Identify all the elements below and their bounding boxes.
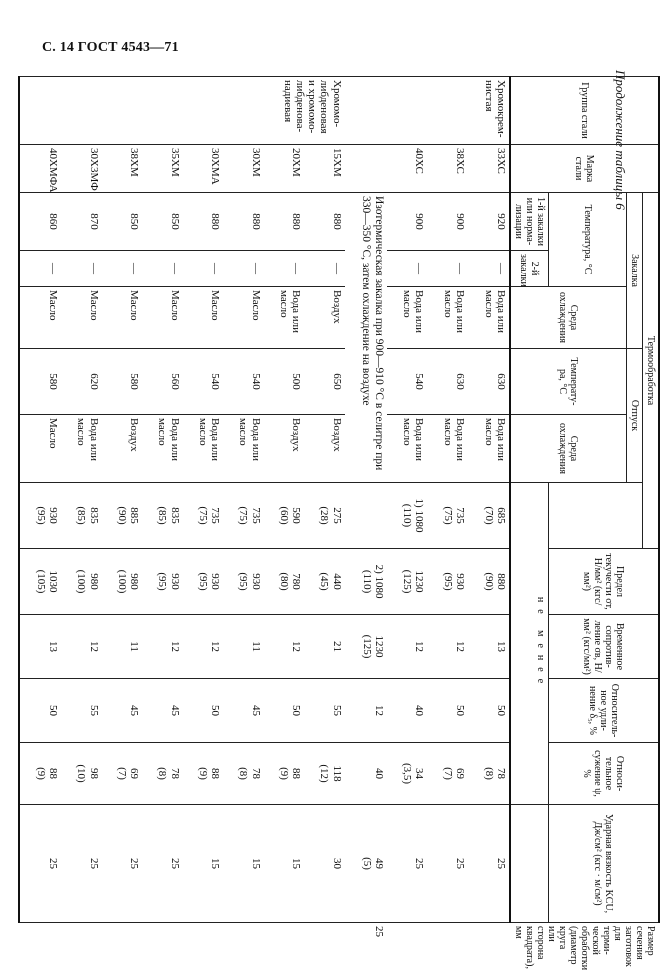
header-elongation: Относитель-ное удли-нение δ₅, % xyxy=(549,679,660,743)
value-kgf: (95) xyxy=(34,506,47,525)
reduction-cell: 50 xyxy=(264,679,305,743)
temper-medium-cell: Воздух xyxy=(264,415,305,483)
header-grade: Марка стали xyxy=(510,145,659,193)
size-cell: 25 xyxy=(61,805,102,923)
quench1-cell: 880 xyxy=(223,193,264,251)
elongation-cell: 13 xyxy=(468,615,510,679)
value-kgf: (80) xyxy=(277,572,290,591)
grade-cell: 20ХМ xyxy=(264,145,305,193)
header-row-1: Группа стали Марка стали Термообработка Предел текучести σт, Н/мм² (кгс/мм²) Временное сопротив-ление σв, Н/мм² (кгс/мм²) Относитель-ное удли-нение δ₅, % Относи-тельное сужение ψ, % Ударная вязкость KCU, Дж/см² (кгс · м/см²) Размер сечения заготовок для терми-ческой обработки (диаметр круга или сторона квадрата), мм xyxy=(643,77,660,923)
quench-medium-cell: Вода или масло xyxy=(468,287,510,349)
header-quench-1: 1-й закалки или норма-лизации xyxy=(510,193,549,251)
value-main: 78 xyxy=(495,768,507,780)
value-main: 930 xyxy=(249,573,262,590)
yield-cell xyxy=(428,483,469,549)
value-main: 69 xyxy=(454,768,467,780)
quench-medium-cell: Вода или масло xyxy=(264,287,305,349)
quench1-cell: 870 xyxy=(61,193,102,251)
size-cell: 25 xyxy=(102,805,143,923)
tensile-cell xyxy=(223,549,264,615)
impact-cell xyxy=(61,743,102,805)
quench-medium-cell: Масло xyxy=(61,287,102,349)
quench1-cell: 850 xyxy=(142,193,183,251)
size-cell: 30 xyxy=(304,805,345,923)
temper-medium-cell: Вода или масло xyxy=(428,415,469,483)
table-row xyxy=(304,77,345,923)
table-row xyxy=(142,77,183,923)
value-main: 78 xyxy=(249,768,262,780)
impact-cell xyxy=(468,743,510,805)
header-tensile: Временное сопротив-ление σв, Н/мм² (кгс/мм²) xyxy=(549,615,660,679)
quench-medium-cell: Воздух xyxy=(304,287,345,349)
value-main: 88 xyxy=(209,768,222,780)
impact-cell xyxy=(19,743,61,805)
value-main: 78 xyxy=(168,768,181,780)
quench1-cell: 880 xyxy=(264,193,305,251)
quench2-cell: — xyxy=(142,251,183,287)
elongation-cell: 12 xyxy=(183,615,224,679)
quench2-cell: — xyxy=(102,251,143,287)
value-main: 275 xyxy=(330,507,343,524)
value-kgf: (28) xyxy=(318,506,331,525)
temper-medium-cell: Воздух xyxy=(304,415,345,483)
header-quench-temp: Температура, °С xyxy=(549,193,627,287)
quench-medium-cell: Масло xyxy=(142,287,183,349)
table-row: Изотермическая закалка при 900—910 °С в селитре при 330—350 °С, затем охлаждение на воздухе 2) 1080 (110) 1230 (125) 12 40 49 (5) 25 xyxy=(345,77,387,923)
group-name: Хромомо-либденовая и хромомо-либденова-надиевая xyxy=(19,77,345,145)
table-row xyxy=(61,77,102,923)
value-main: 930 xyxy=(209,573,222,590)
table-row xyxy=(223,77,264,923)
tensile-cell xyxy=(428,549,469,615)
value-main: 69 xyxy=(128,768,141,780)
header-group: Группа стали xyxy=(510,77,659,145)
value-kgf: (105) xyxy=(34,569,47,594)
value-main: 880 xyxy=(495,573,507,590)
grade-cell: 30ХМ xyxy=(223,145,264,193)
value-kgf: (95) xyxy=(237,572,250,591)
value-kgf: (95) xyxy=(196,572,209,591)
temper-temp-cell: 500 xyxy=(264,349,305,415)
tensile-cell xyxy=(264,549,305,615)
quench-medium-cell: Масло xyxy=(223,287,264,349)
temper-medium-cell: Вода или масло xyxy=(61,415,102,483)
reduction-cell: 40 xyxy=(387,679,428,743)
quench2-cell: — xyxy=(304,251,345,287)
value-main: 98 xyxy=(87,768,100,780)
table-row xyxy=(264,77,305,923)
value-kgf: (7) xyxy=(115,767,128,780)
yield-cell xyxy=(102,483,143,549)
quench2-cell: — xyxy=(183,251,224,287)
temper-temp-cell: 650 xyxy=(304,349,345,415)
value-kgf: (95) xyxy=(156,572,169,591)
size-cell: 25 xyxy=(387,805,428,923)
value-kgf: (60) xyxy=(277,506,290,525)
value-main: 1) 1080 xyxy=(413,498,426,533)
tensile-cell xyxy=(142,549,183,615)
reduction-cell: 45 xyxy=(142,679,183,743)
value-main: 930 xyxy=(168,573,181,590)
header-quench-medium: Среда охлаждения xyxy=(510,287,627,349)
reduction-cell: 45 xyxy=(102,679,143,743)
grade-cell: 38ХМ xyxy=(102,145,143,193)
temper-temp-cell: 540 xyxy=(223,349,264,415)
quench2-cell: — xyxy=(428,251,469,287)
value-main: 1030 xyxy=(46,570,59,593)
quench2-cell: — xyxy=(223,251,264,287)
value-kgf: (8) xyxy=(156,767,169,780)
impact-cell xyxy=(345,805,387,923)
elongation-cell: 12 xyxy=(61,615,102,679)
header-nemenee: не менее xyxy=(510,483,549,805)
yield-cell xyxy=(345,549,387,615)
yield-cell xyxy=(468,483,510,549)
tensile-cell xyxy=(183,549,224,615)
value-kgf: (5) xyxy=(360,857,373,870)
value-main: 118 xyxy=(330,765,343,782)
size-cell: 15 xyxy=(223,805,264,923)
temper-medium-cell: Вода или масло xyxy=(468,415,510,483)
grade-cell: 33ХС xyxy=(468,145,510,193)
grade-cell: 15ХМ xyxy=(304,145,345,193)
elongation-cell: 11 xyxy=(223,615,264,679)
header-impact: Ударная вязкость KCU, Дж/см² (кгс · м/см²) xyxy=(549,805,660,923)
temper-medium-cell: Масло xyxy=(19,415,61,483)
quench2-cell: — xyxy=(19,251,61,287)
size-cell: 15 xyxy=(264,805,305,923)
reduction-cell: 45 xyxy=(223,679,264,743)
elongation-cell: 12 xyxy=(264,615,305,679)
quench1-cell: 900 xyxy=(428,193,469,251)
empty-cell xyxy=(345,483,387,549)
value-main: 88 xyxy=(46,768,59,780)
header-quench-2: 2-й закалки xyxy=(510,251,549,287)
quench-medium-cell: Масло xyxy=(19,287,61,349)
value-kgf: (85) xyxy=(75,506,88,525)
table-row xyxy=(102,77,143,923)
temper-temp-cell: 580 xyxy=(102,349,143,415)
elongation-cell: 12 xyxy=(428,615,469,679)
header-row-4 xyxy=(510,77,549,923)
tensile-cell xyxy=(468,549,510,615)
value-kgf: (9) xyxy=(34,767,47,780)
value-kgf: (95) xyxy=(441,572,454,591)
yield-cell xyxy=(387,483,428,549)
value-main: 980 xyxy=(87,573,100,590)
value-kgf: (85) xyxy=(156,506,169,525)
value-main: 49 xyxy=(372,858,385,870)
rotated-table-wrapper xyxy=(34,76,660,970)
value-main: 590 xyxy=(290,507,303,524)
table-row xyxy=(468,77,510,923)
size-cell: 25 xyxy=(142,805,183,923)
value-main: 885 xyxy=(128,507,141,524)
impact-cell xyxy=(223,743,264,805)
value-kgf: (70) xyxy=(482,506,495,525)
value-main: 980 xyxy=(128,573,141,590)
value-kgf: (9) xyxy=(277,767,290,780)
tensile-cell xyxy=(102,549,143,615)
size-cell: 25 xyxy=(19,805,61,923)
value-kgf: (45) xyxy=(318,572,331,591)
impact-cell xyxy=(428,743,469,805)
value-main: 440 xyxy=(330,573,343,590)
impact-cell xyxy=(264,743,305,805)
value-main: 780 xyxy=(290,573,303,590)
value-kgf: (100) xyxy=(115,569,128,594)
reduction-cell: 50 xyxy=(183,679,224,743)
quench1-cell: 920 xyxy=(468,193,510,251)
impact-cell xyxy=(387,743,428,805)
header-temper-medium: Среда охлаждения xyxy=(510,415,627,483)
reduction-cell: 55 xyxy=(61,679,102,743)
value-main: 2) 1080 xyxy=(372,564,385,599)
value-main: 735 xyxy=(249,507,262,524)
value-main: 88 xyxy=(290,768,303,780)
value-kgf: (10) xyxy=(75,764,88,783)
value-main: 835 xyxy=(87,507,100,524)
value-main: 735 xyxy=(454,507,467,524)
header-temper-temp: Температу-ра, °С xyxy=(510,349,627,415)
grade-cell: 35ХМ xyxy=(142,145,183,193)
yield-cell xyxy=(304,483,345,549)
value-kgf: (9) xyxy=(196,767,209,780)
header-temper: Отпуск xyxy=(627,349,643,483)
yield-cell xyxy=(61,483,102,549)
temper-temp-cell: 540 xyxy=(183,349,224,415)
value-main: 930 xyxy=(46,507,59,524)
elongation-cell: 11 xyxy=(102,615,143,679)
quench2-cell: — xyxy=(61,251,102,287)
steel-properties-table xyxy=(18,76,660,970)
size-cell: 15 xyxy=(183,805,224,923)
yield-cell xyxy=(223,483,264,549)
table-row xyxy=(428,77,469,923)
value-kgf: (75) xyxy=(237,506,250,525)
impact-cell xyxy=(304,743,345,805)
quench-medium-cell: Вода или масло xyxy=(428,287,469,349)
tensile-cell xyxy=(304,549,345,615)
temper-medium-cell: Вода или масло xyxy=(183,415,224,483)
tensile-cell xyxy=(387,549,428,615)
reduction-cell: 50 xyxy=(468,679,510,743)
yield-cell xyxy=(19,483,61,549)
grade-cell: 40ХМФА xyxy=(19,145,61,193)
value-kgf: (125) xyxy=(401,569,414,594)
temper-temp-cell: 630 xyxy=(468,349,510,415)
reduction-cell: 50 xyxy=(428,679,469,743)
quench-medium-cell: Масло xyxy=(102,287,143,349)
impact-cell xyxy=(183,743,224,805)
yield-cell xyxy=(183,483,224,549)
tensile-cell xyxy=(19,549,61,615)
value-kgf: (8) xyxy=(237,767,250,780)
group-name: Хромокрем-нистая xyxy=(345,77,510,145)
header-heat-treatment: Термообработка xyxy=(643,193,660,549)
temper-temp-cell: 540 xyxy=(387,349,428,415)
value-kgf: (75) xyxy=(441,506,454,525)
temper-temp-cell: 620 xyxy=(61,349,102,415)
value-main: 1230 xyxy=(372,635,385,658)
value-kgf: (125) xyxy=(360,634,373,659)
size-cell: 25 xyxy=(468,805,510,923)
temper-temp-cell: 580 xyxy=(19,349,61,415)
header-quench: Закалка xyxy=(627,193,643,349)
temper-medium-cell: Вода или масло xyxy=(387,415,428,483)
temper-medium-cell: Вода или масло xyxy=(223,415,264,483)
reduction-cell: 40 xyxy=(345,743,387,805)
elongation-cell: 21 xyxy=(304,615,345,679)
value-kgf: (12) xyxy=(318,764,331,783)
value-kgf: (8) xyxy=(482,767,495,780)
quench1-cell: 880 xyxy=(304,193,345,251)
grade-cell: 40ХС xyxy=(345,145,428,193)
temper-medium-cell: Воздух xyxy=(102,415,143,483)
quench1-cell: 850 xyxy=(102,193,143,251)
quench2-cell: — xyxy=(468,251,510,287)
temper-medium-cell: Вода или масло xyxy=(142,415,183,483)
value-kgf: (90) xyxy=(115,506,128,525)
value-main: 930 xyxy=(454,573,467,590)
header-reduction: Относи-тельное сужение ψ, % xyxy=(549,743,660,805)
quench1-cell: 860 xyxy=(19,193,61,251)
header-yield: Предел текучести σт, Н/мм² (кгс/мм²) xyxy=(549,549,660,615)
table-row xyxy=(19,77,61,923)
isothermal-note: Изотермическая закалка при 900—910 °С в селитре при 330—350 °С, затем охлаждение на воздухе xyxy=(345,193,387,483)
quench2-cell: — xyxy=(387,251,428,287)
tensile-cell xyxy=(345,615,387,679)
value-main: 735 xyxy=(209,507,222,524)
impact-cell xyxy=(142,743,183,805)
value-kgf: (110) xyxy=(360,569,373,594)
elongation-cell: 12 xyxy=(345,679,387,743)
elongation-cell: 12 xyxy=(387,615,428,679)
value-kgf: (100) xyxy=(75,569,88,594)
quench1-cell: 900 xyxy=(387,193,428,251)
table-row xyxy=(183,77,224,923)
size-cell: 25 xyxy=(428,805,469,923)
quench-medium-cell: Масло xyxy=(183,287,224,349)
value-kgf: (110) xyxy=(401,503,414,528)
value-main: 1230 xyxy=(413,570,426,593)
yield-cell xyxy=(264,483,305,549)
table-body xyxy=(19,77,510,938)
value-kgf: (7) xyxy=(441,767,454,780)
quench2-cell: — xyxy=(264,251,305,287)
grade-cell: 30Х3МФ xyxy=(61,145,102,193)
reduction-cell: 55 xyxy=(304,679,345,743)
value-main: 34 xyxy=(413,768,426,780)
table-row xyxy=(387,77,428,923)
temper-temp-cell: 630 xyxy=(428,349,469,415)
elongation-cell: 13 xyxy=(19,615,61,679)
value-kgf: (75) xyxy=(196,506,209,525)
temper-temp-cell: 560 xyxy=(142,349,183,415)
reduction-cell: 50 xyxy=(19,679,61,743)
value-kgf: (3,5) xyxy=(401,762,414,785)
table-caption: Продолжение таблицы 6 xyxy=(613,70,628,210)
grade-cell: 30ХМА xyxy=(183,145,224,193)
page-header: С. 14 ГОСТ 4543—71 xyxy=(42,40,179,55)
quench1-cell: 880 xyxy=(183,193,224,251)
quench-medium-cell: Вода или масло xyxy=(387,287,428,349)
value-main: 835 xyxy=(168,507,181,524)
grade-cell: 38ХС xyxy=(428,145,469,193)
yield-cell xyxy=(142,483,183,549)
tensile-cell xyxy=(61,549,102,615)
elongation-cell: 12 xyxy=(142,615,183,679)
value-kgf: (90) xyxy=(482,572,495,591)
impact-cell xyxy=(102,743,143,805)
value-main: 685 xyxy=(495,507,507,524)
